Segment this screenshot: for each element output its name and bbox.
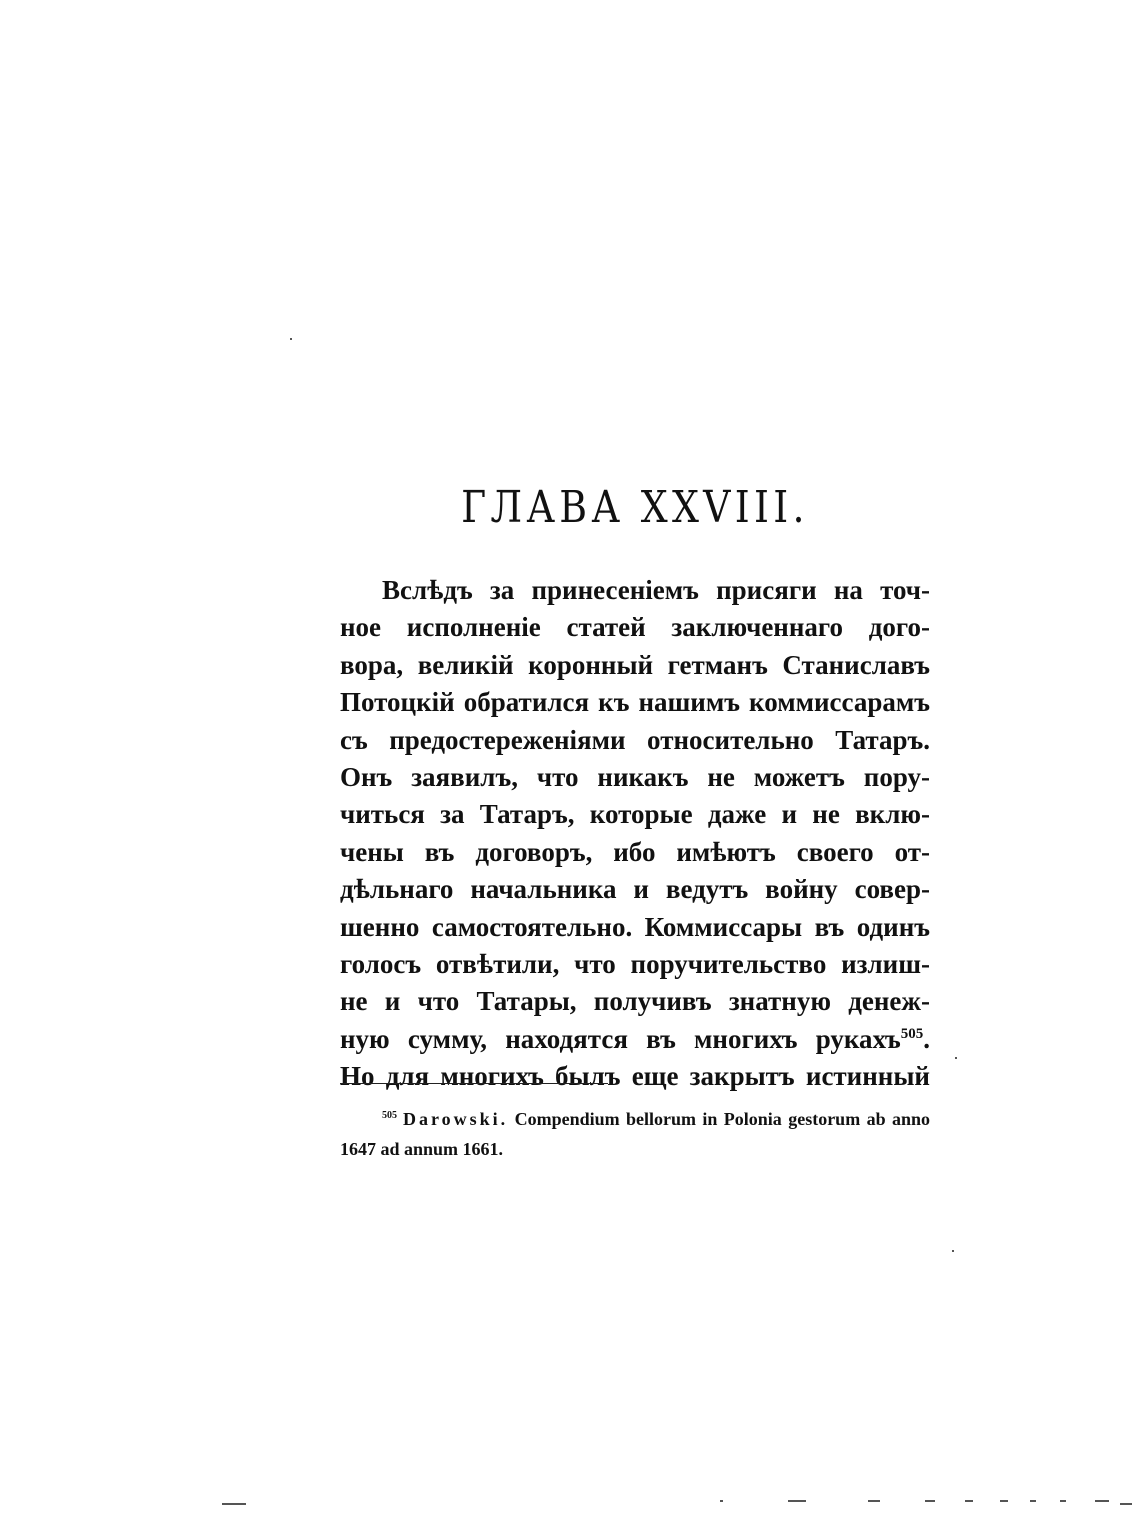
- chapter-title: ГЛАВА XXVIII.: [461, 482, 809, 533]
- scan-speck: [952, 1250, 954, 1252]
- footnote-reference: 505: [900, 1025, 924, 1042]
- text-line: вора, великій коронный гетманъ Станиславъ: [340, 649, 930, 680]
- text-line: съ предостереженіями относительно Татаръ.: [340, 724, 930, 755]
- scan-speck: [1095, 1500, 1109, 1502]
- text-line: шенно самостоятельно. Коммиссары въ одинъ: [340, 911, 930, 942]
- text-line-tail: .: [923, 1023, 930, 1054]
- text-line-with-footnote-ref: [340, 1021, 930, 1058]
- footnote-line: [340, 1104, 930, 1134]
- scan-speck: [925, 1500, 935, 1502]
- text-line: чены въ договоръ, ибо имѣютъ своего от-: [340, 836, 930, 867]
- text-line: Потоцкій обратился къ нашимъ коммиссарамъ: [340, 687, 930, 718]
- text-line: не и что Татары, получивъ знатную денеж-: [340, 986, 930, 1017]
- scan-speck: [290, 338, 292, 340]
- body-text: [340, 572, 930, 1095]
- footnote-divider: [340, 1083, 608, 1084]
- scan-speck: [965, 1500, 973, 1502]
- text-line: Но для многихъ былъ еще закрытъ истинный: [340, 1061, 930, 1092]
- scan-speck: [720, 1500, 723, 1502]
- scan-speck: [1030, 1500, 1036, 1502]
- text-line: голосъ отвѣтили, что поручительство излиш-: [340, 948, 930, 979]
- text-line: Вслѣдъ за принесеніемъ присяги на точ-: [382, 575, 930, 605]
- footnote-number: 505: [382, 1110, 397, 1121]
- footnote: [340, 1104, 930, 1164]
- text-line: Онъ заявилъ, что никакъ не можетъ пору-: [340, 761, 930, 792]
- scan-speck: [788, 1500, 806, 1502]
- footnote-text: Compendium bellorum in Polonia gestorum ab anno: [514, 1109, 931, 1129]
- scan-speck: [1120, 1503, 1132, 1505]
- scan-speck: [1060, 1500, 1066, 1502]
- text-line: дѣльнаго начальника и ведутъ войну совер-: [340, 874, 930, 905]
- footnote-author: Darowski.: [403, 1109, 509, 1129]
- scan-speck: [1000, 1500, 1008, 1502]
- scan-speck: [868, 1500, 880, 1502]
- text-line-content: ную сумму, находятся въ многихъ рукахъ: [340, 1023, 901, 1054]
- scan-speck: [955, 1057, 957, 1059]
- text-line: читься за Татаръ, которые даже и не вклю-: [340, 799, 930, 830]
- scan-speck: [222, 1503, 246, 1505]
- footnote-line: 1647 ad annum 1661.: [340, 1139, 504, 1159]
- text-line: ное исполненіе статей заключеннаго дого-: [340, 612, 930, 643]
